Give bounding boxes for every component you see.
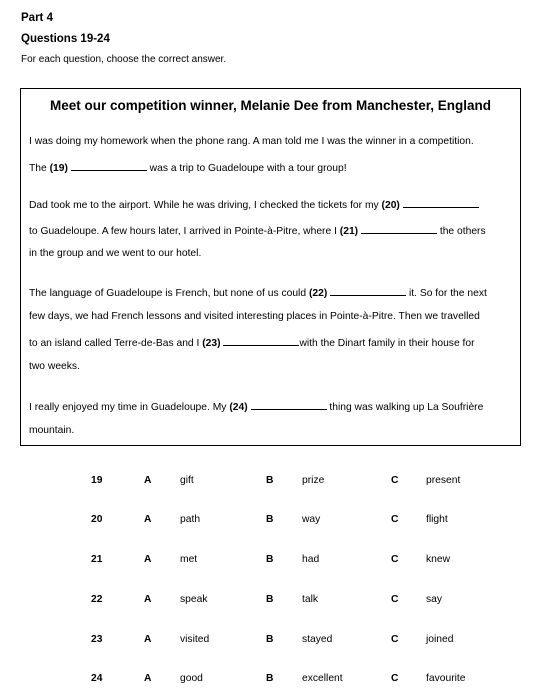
- text-segment: mountain.: [29, 425, 75, 436]
- question-number-20: (20): [381, 200, 400, 211]
- option-letter-c: C: [391, 634, 399, 645]
- option-letter-a: A: [144, 673, 152, 684]
- text-title: Meet our competition winner, Melanie Dee from Manchester, England: [49, 98, 492, 113]
- answer-gap-22: [330, 286, 406, 296]
- option-b[interactable]: talk: [302, 594, 319, 605]
- option-letter-a: A: [144, 554, 152, 565]
- text-segment: with the Dinart family in their house for: [299, 338, 475, 349]
- text-line: [29, 248, 201, 259]
- text-segment: two weeks.: [29, 361, 80, 372]
- text-line: [29, 198, 479, 211]
- answer-gap-21: [361, 224, 437, 234]
- option-letter-b: B: [266, 673, 274, 684]
- text-segment: thing was walking up La Soufrière: [326, 402, 484, 413]
- answer-row: [0, 514, 553, 528]
- text-segment: was a trip to Guadeloupe with a tour group!: [146, 163, 347, 174]
- option-c[interactable]: say: [426, 594, 443, 605]
- answer-row: [0, 554, 553, 568]
- text-segment: The: [29, 163, 50, 174]
- option-c[interactable]: joined: [426, 634, 454, 645]
- question-number: 22: [91, 594, 103, 605]
- text-segment: Dad took me to the airport. While he was driving, I checked the tickets for my: [29, 200, 382, 211]
- answer-gap-20: [403, 198, 479, 208]
- option-letter-a: A: [144, 514, 152, 525]
- answer-row: [0, 673, 553, 687]
- text-line: [29, 224, 486, 237]
- answer-row: [0, 594, 553, 608]
- questions-title: Questions 19-24: [21, 33, 110, 45]
- option-letter-a: A: [144, 594, 152, 605]
- text-segment: in the group and we went to our hotel.: [29, 248, 202, 259]
- text-segment: to Guadeloupe. A few hours later, I arrived in Pointe-à-Pitre, where I: [29, 226, 340, 237]
- option-letter-c: C: [391, 673, 399, 684]
- option-c[interactable]: flight: [426, 514, 448, 525]
- answer-gap-23: [223, 336, 299, 346]
- text-segment: the others: [436, 226, 486, 237]
- option-letter-b: B: [266, 594, 274, 605]
- option-c[interactable]: knew: [426, 554, 451, 565]
- text-line: [29, 136, 474, 147]
- part-title: Part 4: [21, 12, 53, 24]
- question-number: 20: [91, 514, 103, 525]
- question-number-24: (24): [229, 402, 248, 413]
- text-line: [29, 161, 347, 174]
- option-a[interactable]: speak: [180, 594, 208, 605]
- text-line: [29, 400, 483, 413]
- option-letter-b: B: [266, 554, 274, 565]
- option-a[interactable]: visited: [180, 634, 210, 645]
- question-number-23: (23): [202, 338, 221, 349]
- answer-gap-19: [71, 161, 147, 171]
- option-a[interactable]: path: [180, 514, 201, 525]
- answer-row: [0, 634, 553, 648]
- question-number: 21: [91, 554, 103, 565]
- question-number-21: (21): [339, 226, 359, 237]
- option-letter-a: A: [144, 475, 152, 486]
- option-c[interactable]: favourite: [426, 673, 466, 684]
- option-letter-b: B: [266, 514, 274, 525]
- option-b[interactable]: prize: [302, 475, 325, 486]
- option-letter-c: C: [391, 514, 399, 525]
- option-letter-c: C: [391, 475, 399, 486]
- option-b[interactable]: had: [302, 554, 320, 565]
- option-letter-c: C: [391, 554, 399, 565]
- text-line: [29, 425, 74, 436]
- text-line: [29, 286, 487, 299]
- option-b[interactable]: way: [302, 514, 321, 525]
- option-b[interactable]: excellent: [302, 673, 343, 684]
- option-letter-b: B: [266, 475, 274, 486]
- option-letter-b: B: [266, 634, 274, 645]
- option-b[interactable]: stayed: [302, 634, 333, 645]
- question-number: 19: [91, 475, 103, 486]
- option-letter-a: A: [144, 634, 152, 645]
- question-number-19: (19): [49, 163, 68, 174]
- text-segment: I really enjoyed my time in Guadeloupe. My: [29, 402, 230, 413]
- reading-text-box: [20, 88, 521, 446]
- text-segment: The language of Guadeloupe is French, but none of us could: [29, 288, 309, 299]
- option-c[interactable]: present: [426, 475, 461, 486]
- text-segment: few days, we had French lessons and visited interesting places in Pointe-à-Pitre. Then we travelled: [29, 311, 480, 322]
- question-number: 24: [91, 673, 103, 684]
- text-segment: it. So for the next: [406, 288, 487, 299]
- question-number: 23: [91, 634, 103, 645]
- option-a[interactable]: good: [180, 673, 203, 684]
- question-number-22: (22): [308, 288, 328, 299]
- text-line: [29, 336, 475, 349]
- instructions-text: For each question, choose the correct answer.: [21, 54, 227, 65]
- answer-row: [0, 475, 553, 489]
- option-a[interactable]: gift: [180, 475, 194, 486]
- option-letter-c: C: [391, 594, 399, 605]
- text-line: [29, 311, 480, 322]
- option-a[interactable]: met: [180, 554, 198, 565]
- text-line: [29, 361, 80, 372]
- text-segment: to an island called Terre-de-Bas and I: [29, 338, 203, 349]
- text-segment: I was doing my homework when the phone rang. A man told me I was the winner in a competition.: [29, 136, 474, 147]
- answer-gap-24: [251, 400, 327, 410]
